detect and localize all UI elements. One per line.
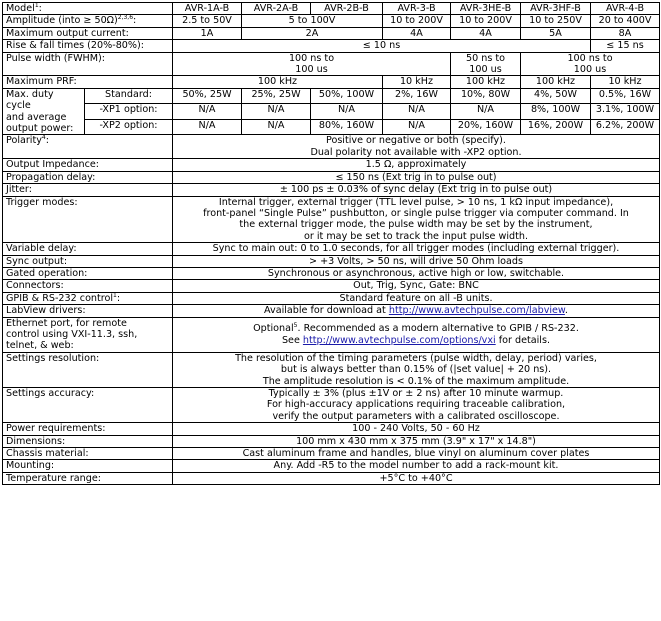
model-row — [3, 3, 660, 15]
jitter-value: ± 100 ps ± 0.03% of sync delay (Ext trig in to pulse out) — [173, 184, 660, 196]
amplitude-row — [3, 15, 660, 27]
amplitude-value: 10 to 200V — [451, 15, 521, 27]
variable-delay-label: Variable delay: — [3, 243, 173, 255]
duty-value: N/A — [311, 104, 383, 120]
pulse-width-value — [451, 52, 521, 76]
ethernet-line — [176, 335, 656, 346]
amplitude-value: 20 to 400V — [591, 15, 660, 27]
gpib-footnote: 1 — [113, 292, 117, 299]
ethernet-footnote: 5 — [293, 322, 298, 330]
trigger-label: Trigger modes: — [3, 196, 173, 243]
model-label: Model — [6, 3, 35, 14]
mounting-row — [3, 460, 660, 472]
rise-fall-value: ≤ 10 ns — [173, 40, 591, 52]
duty-value: 3.1%, 100W — [591, 104, 660, 120]
trigger-row — [3, 196, 660, 243]
duty-value: 8%, 100W — [521, 104, 591, 120]
dimensions-label: Dimensions: — [3, 435, 173, 447]
power-row — [3, 423, 660, 435]
settings-resolution-value — [173, 352, 660, 387]
duty-label-line: and average — [6, 111, 67, 123]
output-impedance-value: 1.5 Ω, approximately — [173, 159, 660, 171]
rise-fall-label: Rise & fall times (20%-80%): — [3, 40, 173, 52]
trigger-line: or it may be set to track the input pulse width. — [304, 230, 528, 242]
duty-label — [3, 88, 85, 135]
settings-resolution-line: The resolution of the timing parameters (pulse width, delay, period) varies, — [235, 352, 597, 364]
duty-standard-row — [3, 88, 660, 104]
settings-resolution-line: but is always better than 0.15% of (|set value| + 20 ns). — [280, 364, 552, 376]
duty-value: N/A — [383, 104, 451, 120]
ethernet-label-line: telnet, & web: — [6, 340, 74, 352]
max-current-value: 4A — [383, 27, 451, 39]
jitter-row — [3, 184, 660, 196]
ethernet-see: See — [281, 334, 303, 346]
amplitude-label: Amplitude (into ≥ 50Ω) — [6, 15, 118, 27]
duty-value: 0.5%, 16W — [591, 88, 660, 104]
sync-output-row — [3, 255, 660, 267]
propagation-value: ≤ 150 ns (Ext trig in to pulse out) — [173, 171, 660, 183]
model-name: AVR-4-B — [591, 3, 660, 15]
duty-option-label: Standard: — [85, 88, 173, 104]
temperature-label: Temperature range: — [3, 472, 173, 484]
settings-resolution-line: The amplitude resolution is < 0.1% of the maximum amplitude. — [262, 375, 570, 387]
duty-value: 4%, 50W — [521, 88, 591, 104]
duty-label-line: Max. duty cycle — [6, 88, 54, 112]
polarity-label: Polarity — [6, 135, 42, 147]
trigger-line: the external trigger mode, the pulse width may be set by the instrument, — [239, 219, 593, 231]
gpib-label-cell — [3, 292, 173, 304]
duty-value: 50%, 25W — [173, 88, 242, 104]
ethernet-row — [3, 317, 660, 352]
pulse-width-line: 100 ns to — [567, 52, 613, 64]
ethernet-label — [3, 317, 173, 352]
max-current-value: 2A — [242, 27, 383, 39]
propagation-label: Propagation delay: — [3, 171, 173, 183]
pulse-width-row — [3, 52, 660, 76]
settings-accuracy-line: Typically ± 3% (plus ±1V or ± 2 ns) after 10 minute warmup. — [268, 388, 564, 399]
duty-value: 80%, 160W — [311, 119, 383, 135]
model-name: AVR-1A-B — [173, 3, 242, 15]
polarity-row — [3, 135, 660, 159]
duty-value: 25%, 25W — [242, 88, 311, 104]
spec-table — [2, 2, 660, 485]
duty-label-line: output power: — [6, 123, 74, 135]
propagation-row — [3, 171, 660, 183]
dimensions-value: 100 mm x 430 mm x 375 mm (3.9" x 17" x 14.8") — [173, 435, 660, 447]
sync-output-label: Sync output: — [3, 255, 173, 267]
duty-value: 50%, 100W — [311, 88, 383, 104]
duty-xp2-row — [3, 119, 660, 135]
pulse-width-line: 100 us — [469, 64, 502, 76]
gated-value: Synchronous or asynchronous, active high or low, switchable. — [173, 267, 660, 279]
duty-option-label: -XP2 option: — [85, 119, 173, 135]
connectors-label: Connectors: — [3, 280, 173, 292]
chassis-value: Cast aluminum frame and handles, blue vinyl on aluminum cover plates — [173, 448, 660, 460]
settings-accuracy-line: verify the output parameters with a calibrated oscilloscope. — [272, 410, 560, 422]
dimensions-row — [3, 435, 660, 447]
duty-value: 16%, 200W — [521, 119, 591, 135]
settings-accuracy-label: Settings accuracy: — [3, 388, 173, 423]
labview-link[interactable]: http://www.avtechpulse.com/labview — [388, 305, 565, 317]
settings-accuracy-line: For high-accuracy applications requiring traceable calibration, — [266, 399, 566, 411]
model-name: AVR-2B-B — [311, 3, 383, 15]
trigger-line: front-panel “Single Pulse” pushbutton, or single pulse trigger via computer command. In — [203, 207, 629, 219]
model-name: AVR-3-B — [383, 3, 451, 15]
temperature-row — [3, 472, 660, 484]
pulse-width-line: 100 us — [573, 64, 607, 76]
ethernet-label-line: Ethernet port, for remote — [6, 317, 127, 329]
polarity-line: Positive or negative or both (specify). — [326, 135, 506, 147]
duty-value: N/A — [173, 119, 242, 135]
gated-row — [3, 267, 660, 279]
variable-delay-value: Sync to main out: 0 to 1.0 seconds, for all trigger modes (including external trigger). — [173, 243, 660, 255]
polarity-line: Dual polarity not available with -XP2 option. — [310, 146, 522, 158]
output-impedance-label: Output Impedance: — [3, 159, 173, 171]
max-prf-label: Maximum PRF: — [3, 76, 173, 88]
duty-value: N/A — [242, 104, 311, 120]
model-label-cell: Model$^1$: — [3, 3, 173, 15]
gpib-label: GPIB & RS-232 control — [6, 292, 114, 304]
chassis-row — [3, 448, 660, 460]
amplitude-value: 5 to 100V — [242, 15, 383, 27]
connectors-row — [3, 280, 660, 292]
duty-value: 10%, 80W — [451, 88, 521, 104]
labview-text: Available for download at — [264, 305, 389, 317]
amplitude-label-cell — [3, 15, 173, 27]
labview-end: . — [564, 305, 568, 317]
max-prf-row — [3, 76, 660, 88]
pulse-width-label: Pulse width (FWHM): — [3, 52, 173, 76]
gpib-label-end: : — [116, 292, 121, 304]
ethernet-label-line: control using VXI-11.3, ssh, — [6, 328, 138, 340]
rise-fall-value: ≤ 15 ns — [591, 40, 660, 52]
model-name: AVR-2A-B — [242, 3, 311, 15]
duty-xp1-row — [3, 104, 660, 120]
gpib-row — [3, 292, 660, 304]
settings-accuracy-value — [173, 388, 660, 423]
duty-value: N/A — [383, 119, 451, 135]
max-current-value: 1A — [173, 27, 242, 39]
labview-row — [3, 305, 660, 317]
max-current-value: 4A — [451, 27, 521, 39]
pulse-width-value — [173, 52, 451, 76]
labview-value — [173, 305, 660, 317]
polarity-label-end: : — [45, 135, 49, 147]
polarity-label-cell — [3, 135, 173, 159]
max-prf-value: 100 kHz — [521, 76, 591, 88]
amplitude-value: 10 to 200V — [383, 15, 451, 27]
connectors-value: Out, Trig, Sync, Gate: BNC — [173, 280, 660, 292]
pulse-width-line: 50 ns to — [465, 52, 506, 64]
sync-output-value: > +3 Volts, > 50 ns, will drive 50 Ohm loads — [173, 255, 660, 267]
max-prf-value: 100 kHz — [451, 76, 521, 88]
power-label: Power requirements: — [3, 423, 173, 435]
max-prf-value: 10 kHz — [591, 76, 660, 88]
variable-delay-row — [3, 243, 660, 255]
amplitude-label-end: : — [133, 15, 137, 27]
max-current-label: Maximum output current: — [3, 27, 173, 39]
duty-value: 20%, 160W — [451, 119, 521, 135]
ethernet-link[interactable]: http://www.avtechpulse.com/options/vxi — [302, 334, 496, 346]
settings-resolution-row — [3, 352, 660, 387]
max-current-value: 8A — [591, 27, 660, 39]
trigger-value — [173, 196, 660, 243]
temperature-value: +5°C to +40°C — [173, 472, 660, 484]
duty-value: 2%, 16W — [383, 88, 451, 104]
pulse-width-line: 100 us — [295, 64, 328, 76]
duty-value: N/A — [451, 104, 521, 120]
duty-value: N/A — [242, 119, 311, 135]
amplitude-value: 2.5 to 50V — [173, 15, 242, 27]
max-current-row — [3, 27, 660, 39]
settings-accuracy-row — [3, 388, 660, 423]
gpib-value: Standard feature on all -B units. — [173, 292, 660, 304]
trigger-line: Internal trigger, external trigger (TTL level pulse, > 10 ns, 1 kΩ input impedance), — [218, 196, 614, 208]
pulse-width-line: 100 ns to — [288, 52, 335, 64]
ethernet-value — [173, 317, 660, 352]
labview-label: LabView drivers: — [3, 305, 173, 317]
ethernet-details: for details. — [495, 334, 551, 346]
model-name: AVR-3HF-B — [521, 3, 591, 15]
output-impedance-row — [3, 159, 660, 171]
rise-fall-row — [3, 40, 660, 52]
ethernet-optional: Optional — [253, 323, 294, 335]
settings-resolution-label: Settings resolution: — [3, 352, 173, 387]
polarity-value — [173, 135, 660, 159]
pulse-width-value — [521, 52, 660, 76]
mounting-value: Any. Add -R5 to the model number to add a rack-mount kit. — [173, 460, 660, 472]
duty-value: N/A — [173, 104, 242, 120]
amplitude-value: 10 to 250V — [521, 15, 591, 27]
mounting-label: Mounting: — [3, 460, 173, 472]
max-prf-value: 100 kHz — [173, 76, 383, 88]
duty-option-label: -XP1 option: — [85, 104, 173, 120]
jitter-label: Jitter: — [3, 184, 173, 196]
chassis-label: Chassis material: — [3, 448, 173, 460]
duty-value: 6.2%, 200W — [591, 119, 660, 135]
polarity-footnote: 4 — [41, 134, 46, 142]
ethernet-line — [176, 323, 656, 334]
max-prf-value: 10 kHz — [383, 76, 451, 88]
power-value: 100 - 240 Volts, 50 - 60 Hz — [173, 423, 660, 435]
amplitude-footnote: 2,3,6 — [117, 14, 134, 22]
model-name: AVR-3HE-B — [451, 3, 521, 15]
gated-label: Gated operation: — [3, 267, 173, 279]
max-current-value: 5A — [521, 27, 591, 39]
model-footnote: 1 — [34, 2, 39, 9]
ethernet-rest: . Recommended as a modern alternative to GPIB / RS-232. — [297, 323, 579, 335]
